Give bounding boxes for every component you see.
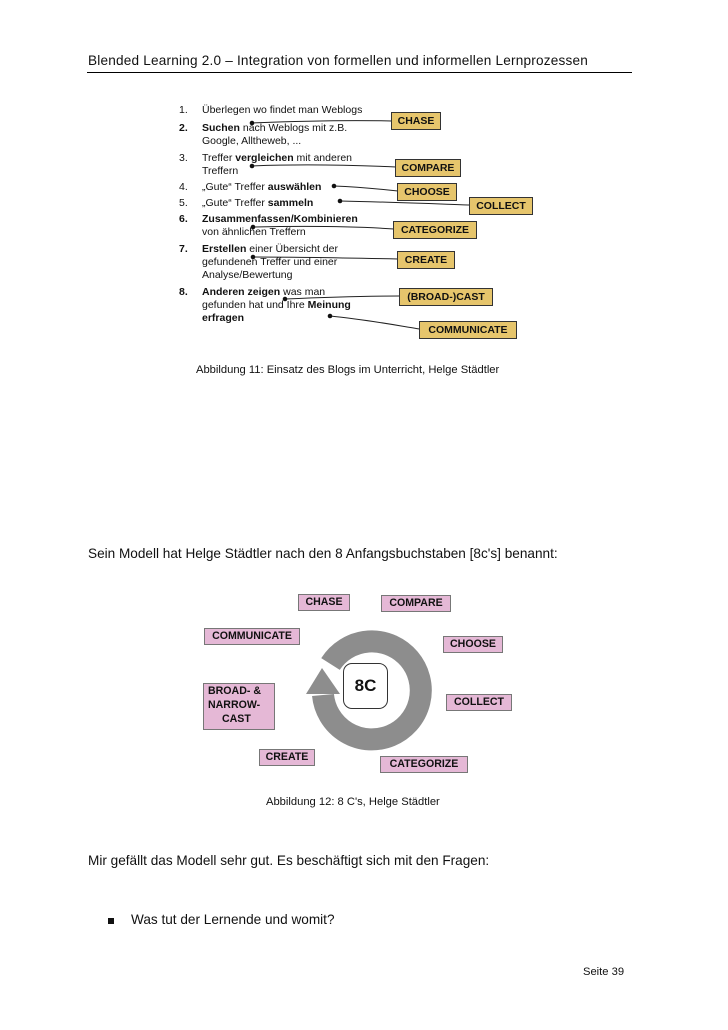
step-4-keyword: auswählen bbox=[267, 181, 322, 193]
step-7-keyword: Erstellen bbox=[202, 243, 247, 255]
tag-chase: CHASE bbox=[391, 112, 441, 130]
step-4-text bbox=[202, 181, 321, 194]
connector-choose bbox=[334, 186, 398, 191]
box-chase: CHASE bbox=[298, 594, 350, 611]
box-collect: COLLECT bbox=[446, 694, 512, 711]
step-2-line2: Google, Alltheweb, ... bbox=[202, 135, 302, 147]
step-5-pre: „Gute“ Treffer bbox=[202, 197, 268, 209]
step-8-line3: erfragen bbox=[202, 312, 245, 324]
figure-11-caption: Abbildung 11: Einsatz des Blogs im Unterricht, Helge Städtler bbox=[196, 364, 500, 376]
tag-communicate: COMMUNICATE bbox=[419, 321, 517, 339]
step-5-text bbox=[202, 197, 313, 210]
running-header: Blended Learning 2.0 – Integration von formellen und informellen Lernprozessen bbox=[88, 53, 589, 68]
step-1-number: 1. bbox=[179, 104, 188, 116]
box-broadcast-line3: CAST bbox=[222, 713, 251, 725]
paragraph-questions-intro: Mir gefällt das Modell sehr gut. Es beschäftigt sich mit den Fragen: bbox=[88, 853, 490, 868]
step-7-rest: einer Übersicht der bbox=[246, 243, 338, 255]
tag-collect: COLLECT bbox=[469, 197, 533, 215]
figure-11-connectors bbox=[0, 0, 728, 360]
box-compare: COMPARE bbox=[381, 595, 451, 612]
tag-broadcast: (BROAD-)CAST bbox=[399, 288, 493, 306]
box-communicate: COMMUNICATE bbox=[204, 628, 300, 645]
step-8-number: 8. bbox=[179, 286, 188, 298]
step-6-number: 6. bbox=[179, 213, 188, 225]
step-6-text bbox=[202, 213, 358, 239]
bullet-item-1: Was tut der Lernende und womit? bbox=[131, 912, 335, 927]
cycle-arrowhead bbox=[306, 668, 340, 694]
step-3-number: 3. bbox=[179, 152, 188, 164]
page-number: Seite 39 bbox=[583, 966, 625, 978]
step-8-text bbox=[202, 286, 351, 325]
step-4-number: 4. bbox=[179, 181, 188, 193]
step-7-number: 7. bbox=[179, 243, 188, 255]
step-6-line2: von ähnlichen Treffern bbox=[202, 226, 306, 238]
step-3-text bbox=[202, 152, 352, 178]
box-broadcast-line2: NARROW- bbox=[208, 699, 261, 711]
step-2-text bbox=[202, 122, 347, 148]
box-broadcast bbox=[203, 683, 275, 730]
step-7-line2: gefundenen Treffer und einer bbox=[202, 256, 338, 268]
step-3-rest: mit anderen bbox=[293, 152, 353, 164]
step-8-line2-keyword: Meinung bbox=[307, 299, 351, 311]
step-5-number: 5. bbox=[179, 197, 188, 209]
bullet-square-icon bbox=[108, 918, 114, 924]
tag-choose: CHOOSE bbox=[397, 183, 457, 201]
step-2-keyword: Suchen bbox=[202, 122, 240, 134]
step-3-line2: Treffern bbox=[202, 165, 239, 177]
center-8c-box bbox=[343, 663, 388, 709]
paragraph-8cs-intro: Sein Modell hat Helge Städtler nach den 8 Anfangsbuchstaben [8c's] benannt: bbox=[88, 546, 558, 561]
step-2-rest: nach Weblogs mit z.B. bbox=[239, 122, 348, 134]
step-7-text bbox=[202, 243, 338, 282]
figure-12-caption: Abbildung 12: 8 C's, Helge Städtler bbox=[266, 796, 440, 808]
box-broadcast-line1: BROAD- & bbox=[208, 685, 261, 697]
box-create: CREATE bbox=[259, 749, 315, 766]
step-7-line3: Analyse/Bewertung bbox=[202, 269, 293, 281]
step-8-line2-pre: gefunden hat und Ihre bbox=[202, 299, 308, 311]
tag-compare: COMPARE bbox=[395, 159, 461, 177]
center-8c-label: 8C bbox=[354, 676, 377, 695]
tag-categorize: CATEGORIZE bbox=[393, 221, 477, 239]
step-8-keyword: Anderen zeigen bbox=[202, 286, 281, 298]
step-3-keyword: vergleichen bbox=[235, 152, 294, 164]
box-categorize: CATEGORIZE bbox=[380, 756, 468, 773]
step-5-keyword: sammeln bbox=[267, 197, 314, 209]
step-3-pre: Treffer bbox=[202, 152, 236, 164]
step-1-text bbox=[202, 104, 362, 117]
tag-create: CREATE bbox=[397, 251, 455, 269]
step-8-rest: was man bbox=[280, 286, 326, 298]
box-choose: CHOOSE bbox=[443, 636, 503, 653]
connector-collect bbox=[340, 201, 470, 205]
step-6-keyword: Zusammenfassen/Kombinieren bbox=[202, 213, 358, 225]
step-1-line1: Überlegen wo findet man Weblogs bbox=[202, 104, 363, 116]
step-2-number: 2. bbox=[179, 122, 188, 134]
step-4-pre: „Gute“ Treffer bbox=[202, 181, 268, 193]
